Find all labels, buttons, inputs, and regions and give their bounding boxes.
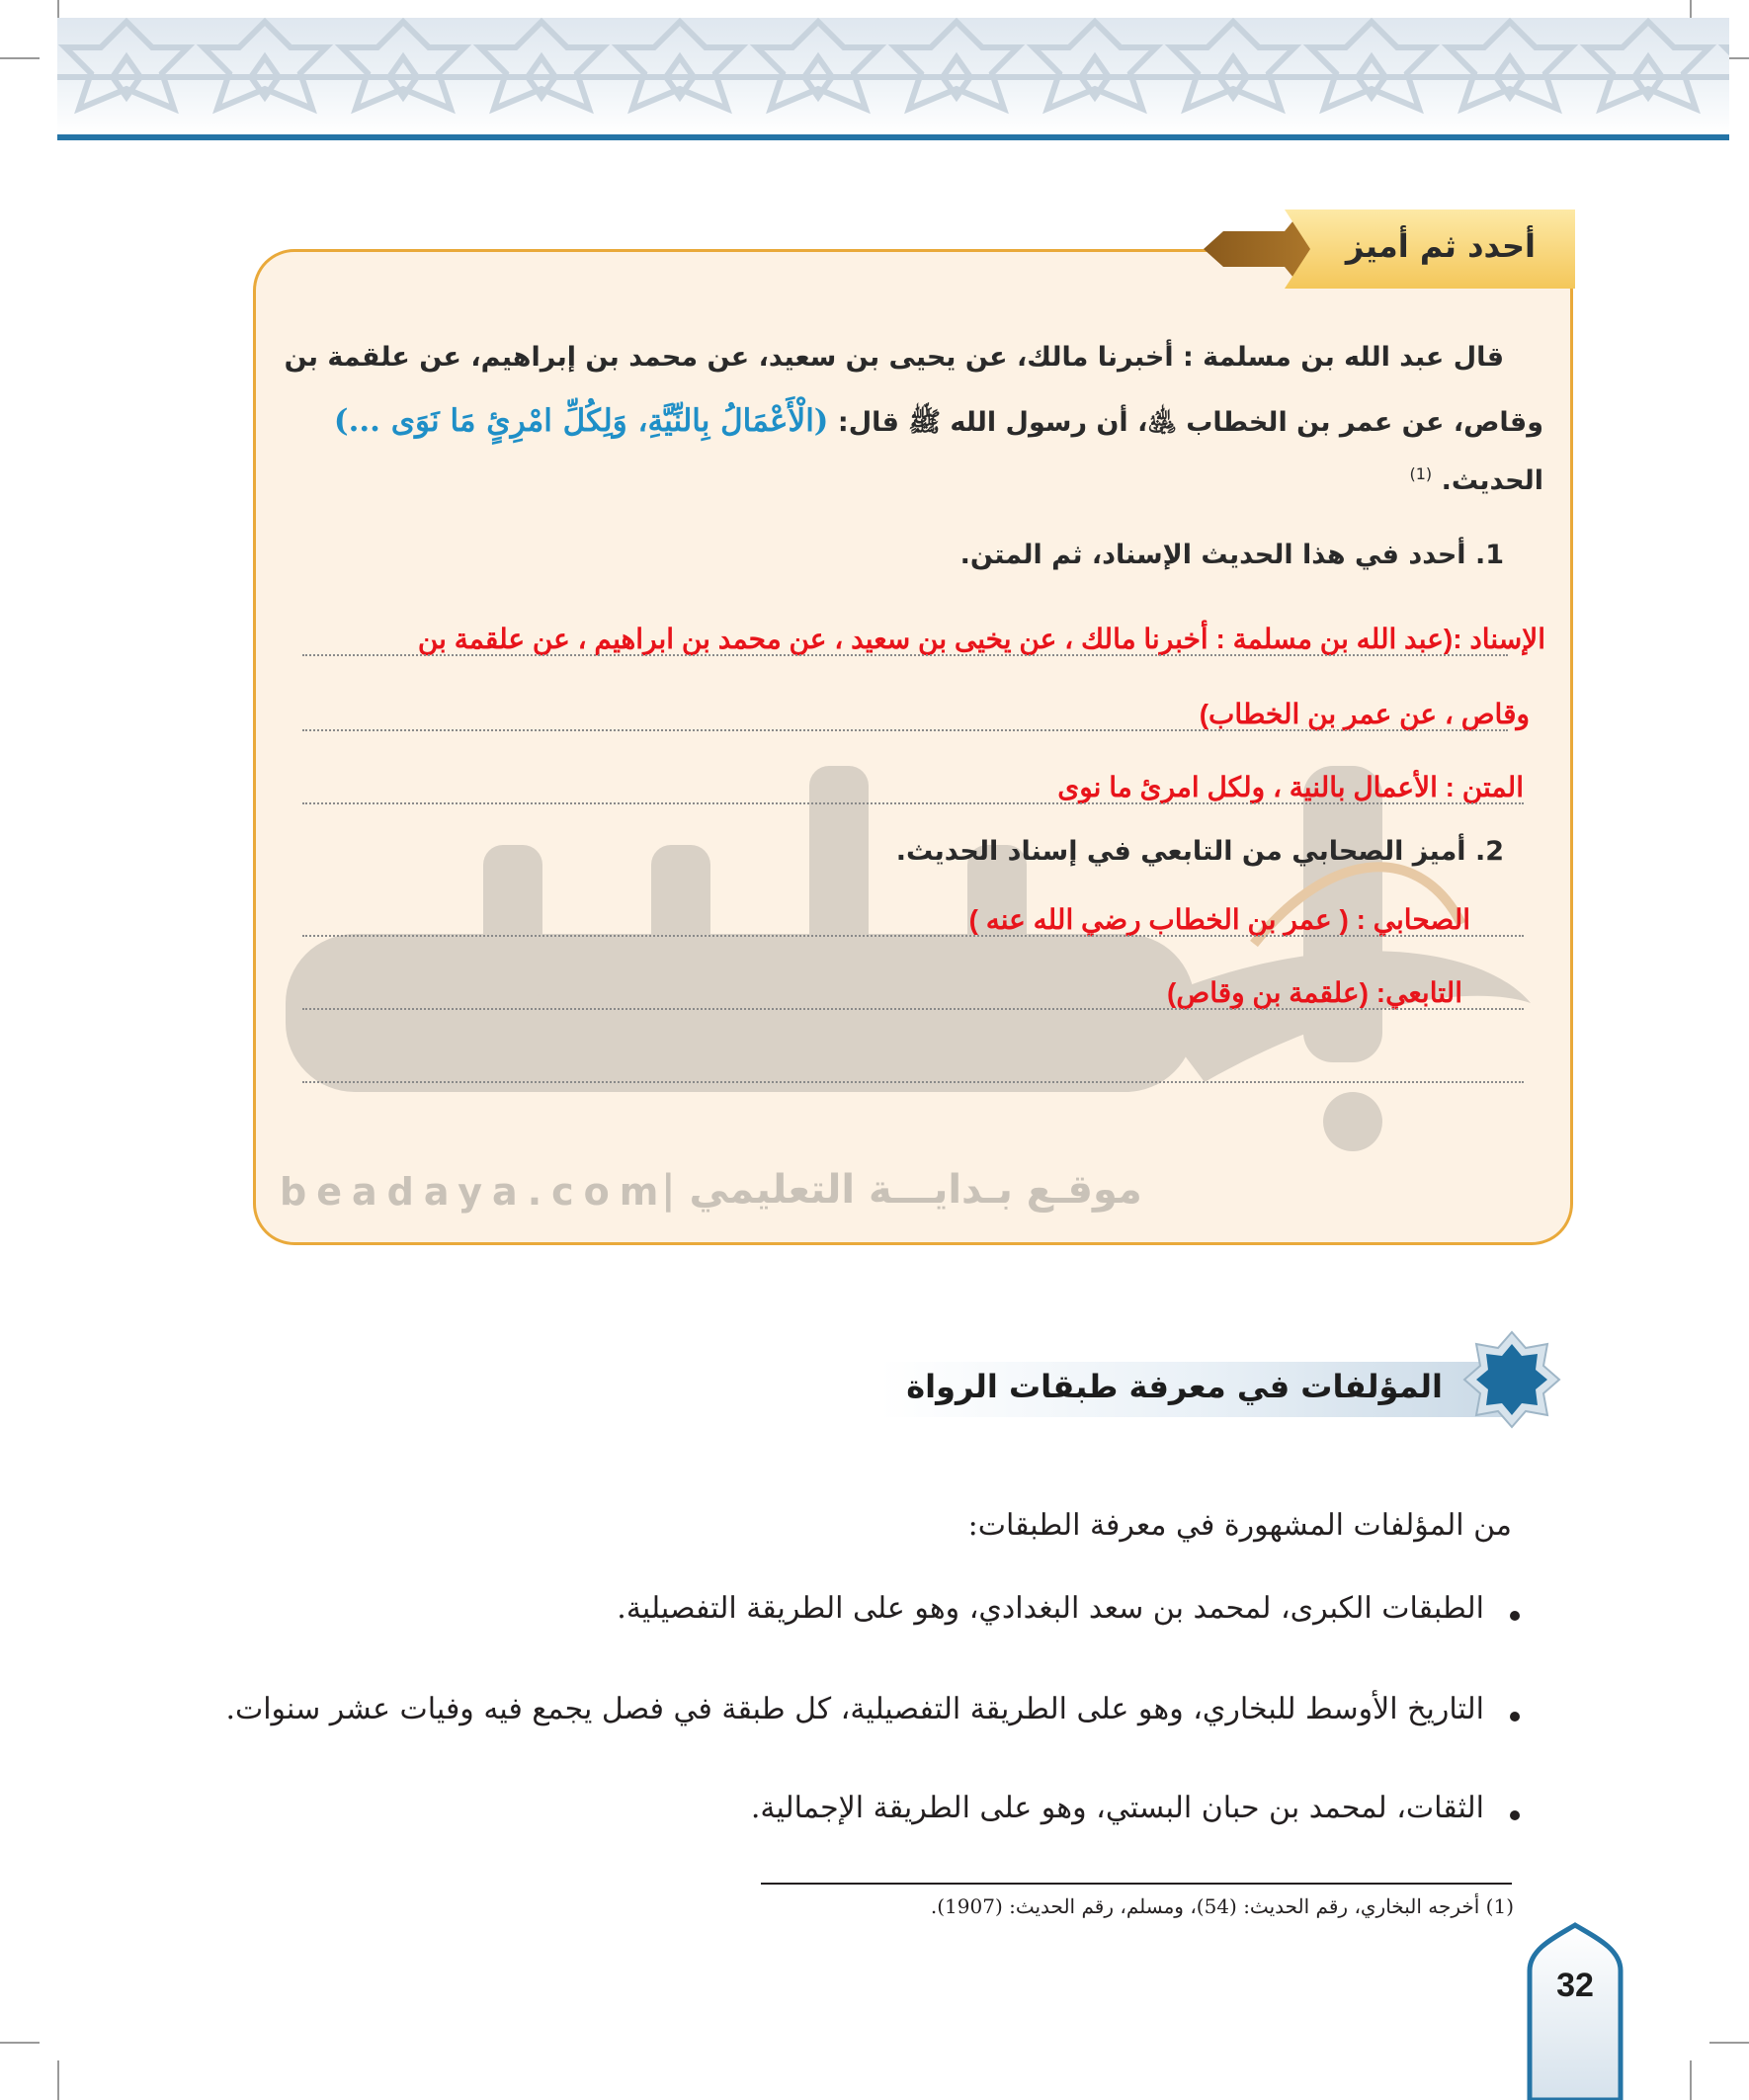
footnote: (1) أخرجه البخاري، رقم الحديث: (54)، ومسلم، رقم الحديث: (1907). xyxy=(930,1894,1514,1918)
activity-label: أحدد ثم أميز xyxy=(1345,227,1536,265)
watermark-arabic: موقـع بـدايـــة التعليمي | xyxy=(661,1167,1142,1213)
header-rule xyxy=(57,134,1729,140)
bullet-dot xyxy=(1510,1611,1520,1621)
header-pattern-band xyxy=(57,18,1729,134)
answer-line xyxy=(302,729,1508,731)
section-title: المؤلفات في معرفة طبقات الرواة xyxy=(906,1368,1443,1405)
answer-line xyxy=(302,1008,1524,1010)
question-2: 2. أميز الصحابي من التابعي في إسناد الحديث. xyxy=(895,836,1504,867)
intro-line-2-text: وقاص، عن عمر بن الخطاب ﵁، أن رسول الله ﷺ قال: xyxy=(837,407,1543,438)
answer-line xyxy=(302,935,1524,937)
activity-box xyxy=(253,249,1573,1245)
bullet-dot xyxy=(1510,1712,1520,1722)
geometric-pattern xyxy=(57,18,1729,134)
crop-mark xyxy=(1690,2060,1692,2100)
bullet-dot xyxy=(1510,1810,1520,1820)
crop-mark xyxy=(1709,2042,1749,2044)
crop-mark xyxy=(57,2060,59,2100)
list-item: الطبقات الكبرى، لمحمد بن سعد البغدادي، وهو على الطريقة التفصيلية. xyxy=(617,1591,1484,1626)
intro-line-1: قال عبد الله بن مسلمة : أخبرنا مالك، عن يحيى بن سعيد، عن محمد بن إبراهيم، عن علقمة بن xyxy=(284,342,1504,373)
answer-line xyxy=(302,1081,1524,1083)
intro-line-3 xyxy=(1148,464,1543,496)
answer-line xyxy=(302,654,1508,656)
list-item: الثقات، لمحمد بن حبان البستي، وهو على الطريقة الإجمالية. xyxy=(750,1791,1484,1825)
watermark-url: beadaya.com xyxy=(280,1170,669,1214)
page-number: 32 xyxy=(1556,1967,1594,2004)
watermark-logo xyxy=(256,252,1573,1245)
answer-2-line-2: التابعي: (علقمة بن وقاص) xyxy=(1167,977,1462,1008)
list-item: التاريخ الأوسط للبخاري، وهو على الطريقة التفصيلية، كل طبقة في فصل يجمع فيه وفيات عشر سنوات. xyxy=(225,1692,1484,1726)
crop-mark xyxy=(0,2042,40,2044)
footnote-rule xyxy=(761,1883,1512,1885)
section-intro: من المؤلفات المشهورة في معرفة الطبقات: xyxy=(967,1508,1512,1543)
answer-line xyxy=(302,802,1524,804)
footnote-ref: (1) xyxy=(1409,464,1433,483)
answer-1-line-3: المتن : الأعمال بالنية ، ولكل امرئ ما نوى xyxy=(1057,772,1524,802)
page-number-tab xyxy=(1526,1921,1624,2100)
question-1: 1. أحدد في هذا الحديث الإسناد، ثم المتن. xyxy=(959,540,1504,570)
answer-1-line-2: وقاص ، عن عمر بن الخطاب) xyxy=(1199,699,1530,729)
hadith-quote: (الْأَعْمَالُ بِالنِّيَّةِ، وَلِكُلِّ امْرِئٍ مَا نَوَى ...) xyxy=(333,403,829,439)
answer-1-line-1: الإسناد :(عبد الله بن مسلمة : أخبرنا مالك ، عن يخيى بن سعيد ، عن محمد بن ابراهيم ، عن علقمة بن xyxy=(417,624,1545,654)
intro-line-3-text: الحديث. xyxy=(1441,465,1543,496)
answer-2-line-1: الصحابي : ( عمر بن الخطاب رضي الله عنه ) xyxy=(968,904,1470,935)
intro-line-2 xyxy=(239,403,1543,445)
octagon-star-icon xyxy=(1462,1330,1561,1429)
crop-mark xyxy=(0,57,40,59)
